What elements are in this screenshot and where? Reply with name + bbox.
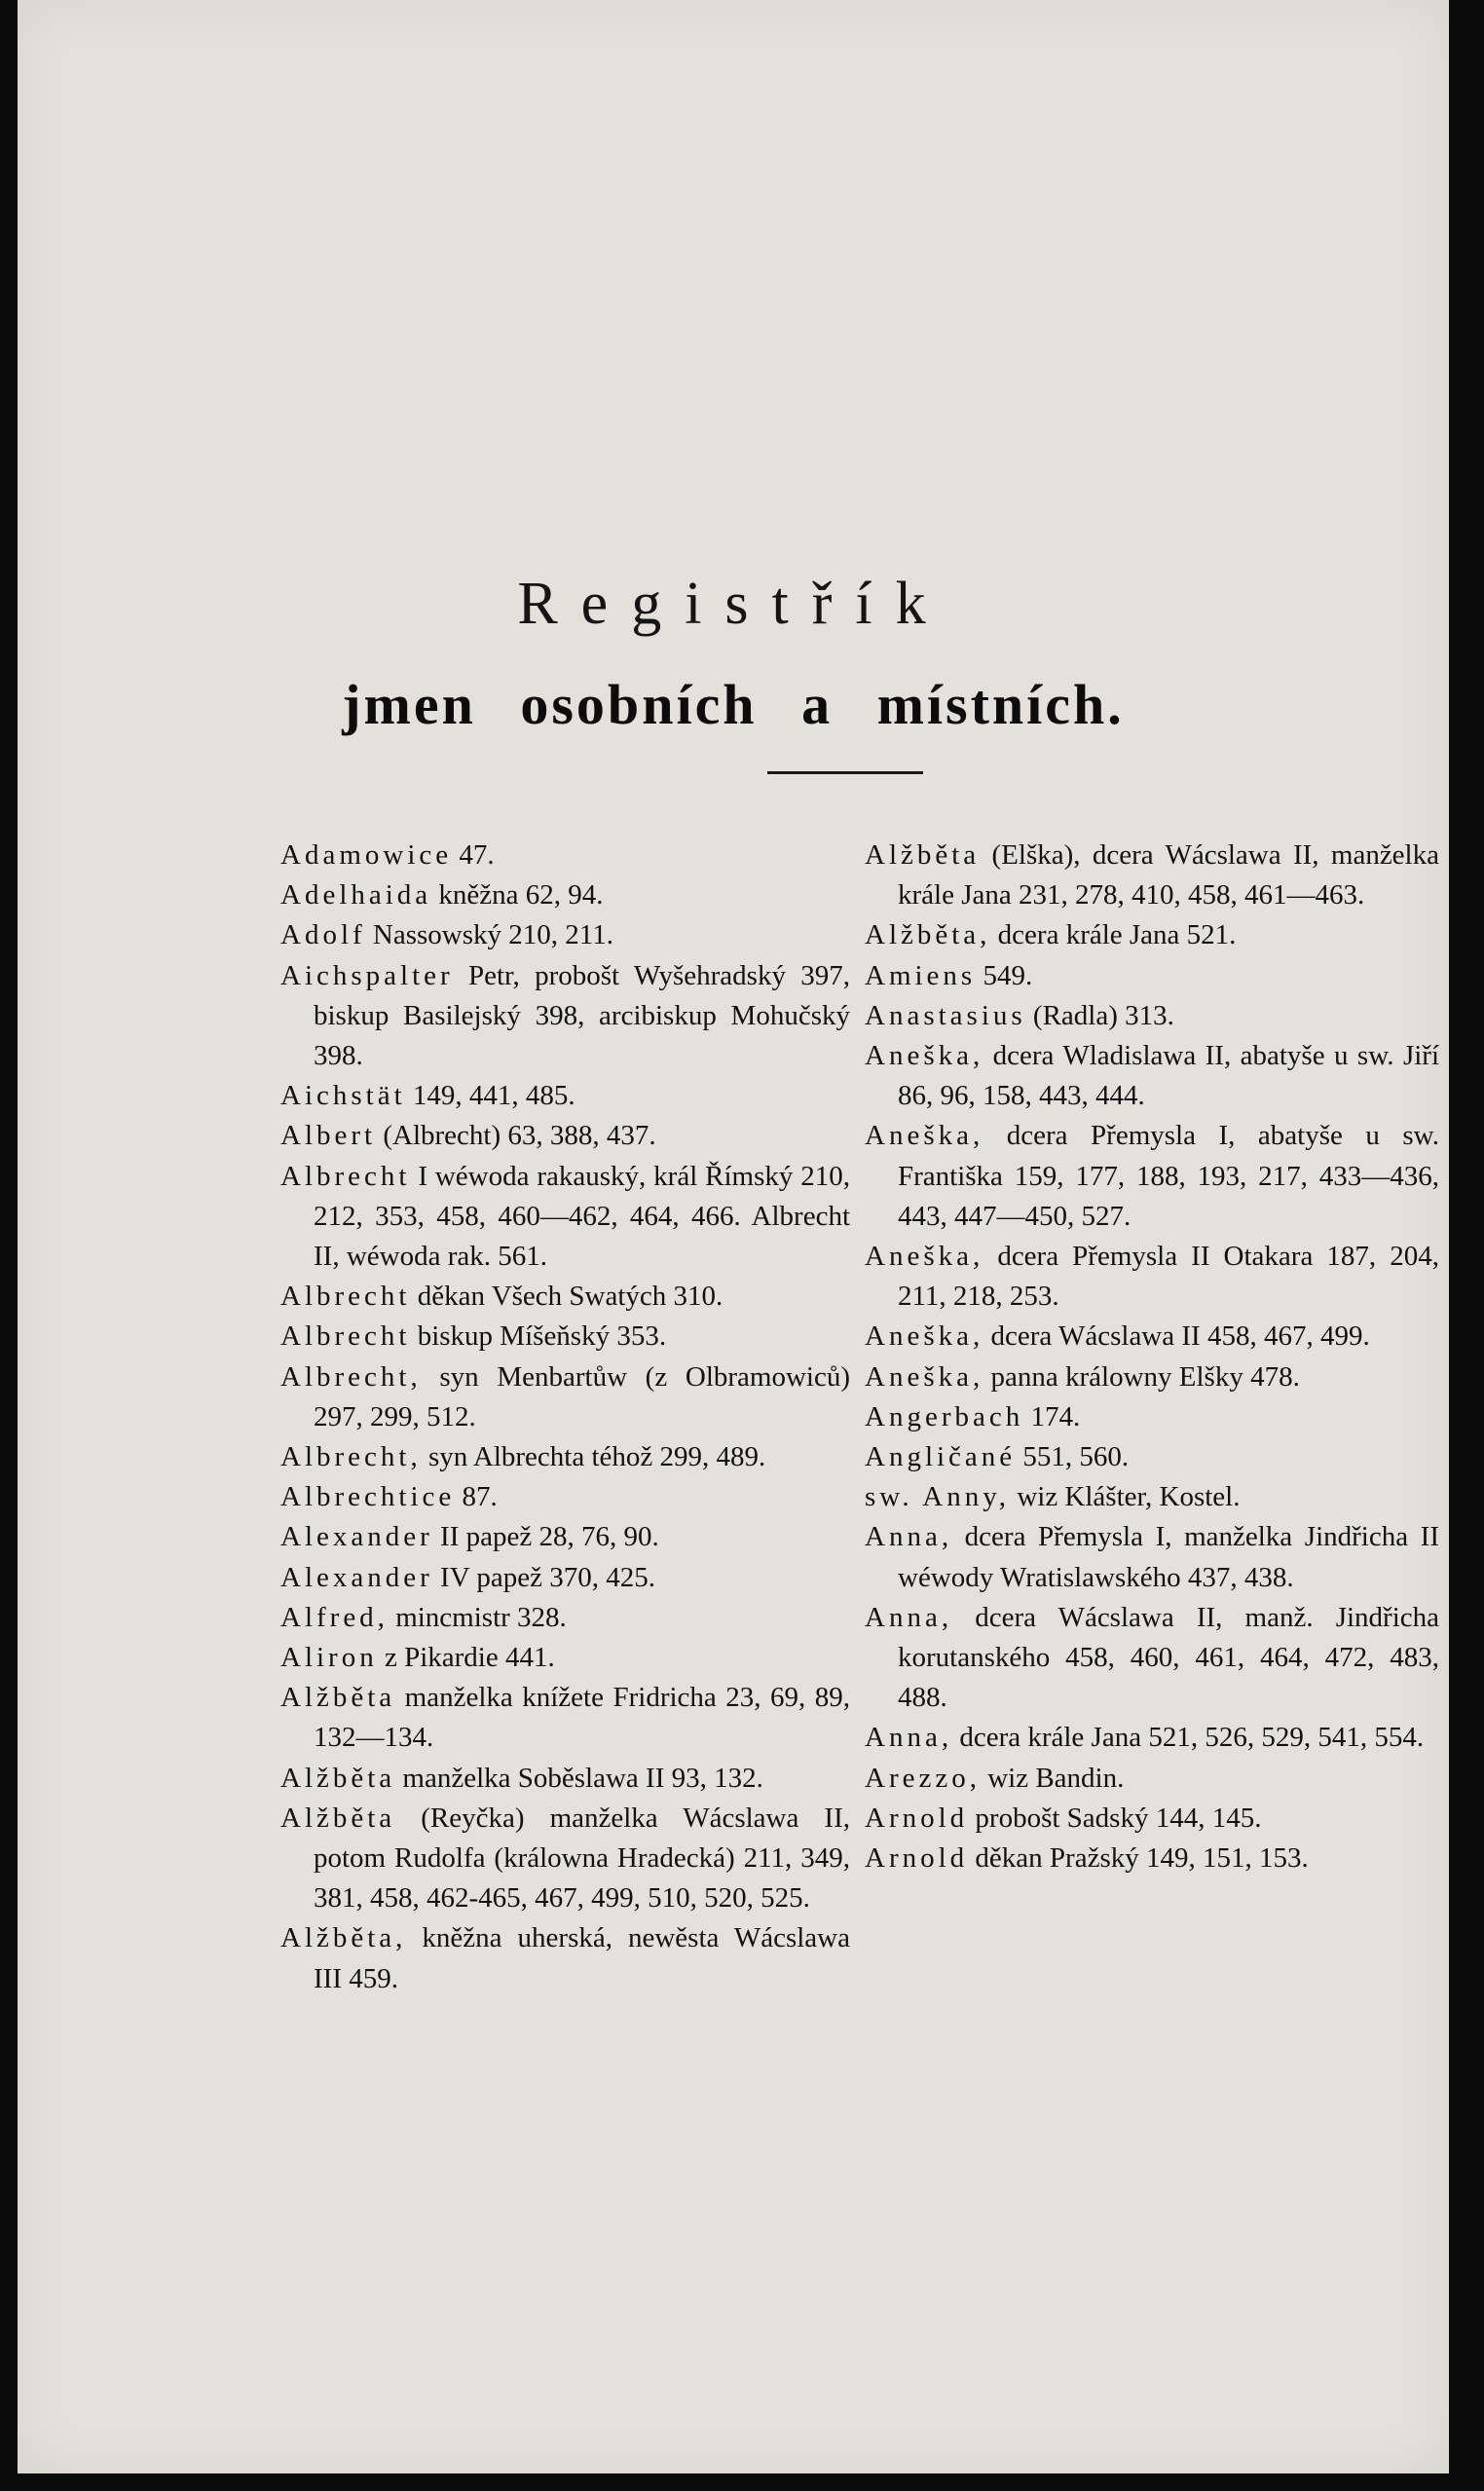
index-entry-headword: Alžběta [280,1682,396,1714]
index-entry-text: wiz Bandin. [980,1762,1125,1794]
index-entry-text: děkan Všech Swatých 310. [410,1281,723,1313]
index-entry-headword: Alžběta [280,1762,396,1794]
index-entry-headword: Aichspalter [280,959,454,991]
index-entry-text: dcera Přemysla I, manželka Jindřicha II wéwody Wratislawského 437, 438. [898,1521,1439,1593]
index-entry [280,1918,850,1998]
index-entry [865,956,1439,996]
index-entry-headword: Arnold [865,1802,969,1834]
index-entry [865,915,1439,955]
index-entry-headword: Adolf [280,919,366,951]
index-entry-headword: Aneška, [865,1120,984,1152]
index-entry [280,1759,850,1799]
index-entry-text: manželka Soběslawa II 93, 132. [395,1762,763,1794]
index-entry [865,1317,1439,1357]
index-entry-text: (Albrecht) 63, 388, 437. [376,1120,656,1152]
index-entry-text: 149, 441, 485. [405,1080,575,1112]
index-entry-text: panna králowny Elšky 478. [983,1360,1300,1393]
index-entry-text: (Reyčka) manželka Wácslawa II, potom Rudolfa (králowna Hradecká) 211, 349, 381, 458, 462-465, 467, 499, 510, 520, 525. [314,1802,850,1915]
index-entry-text: syn Albrechta téhož 299, 489. [421,1441,766,1473]
index-entry [280,1076,850,1116]
index-entry-text: dcera krále Jana 521. [990,919,1237,951]
index-entry-headword: Alexander [280,1561,433,1593]
index-entry [280,1116,850,1156]
index-entry-text: dcera Wácslawa II, manž. Jindřicha korutanského 458, 460, 461, 464, 472, 483, 488. [898,1601,1439,1714]
index-entry-headword: Albrecht, [280,1441,422,1473]
index-entry-text: 47. [452,839,495,871]
index-entry-text: probošt Sadský 144, 145. [968,1802,1262,1834]
index-entry [280,1277,850,1317]
index-entry-text: 549. [976,959,1033,991]
index-entry-headword: Alžběta [865,839,981,871]
index-entry-headword: Aneška, [865,1320,984,1353]
index-entry-headword: Aliron [280,1642,378,1674]
index-entry [865,1116,1439,1237]
book-page [18,0,1449,2473]
index-entry-headword: Anna, [865,1601,953,1633]
index-entry [280,1638,850,1678]
index-entry [865,1759,1439,1799]
index-entry [280,1799,850,1919]
index-entry-headword: Albrechtice [280,1481,456,1513]
index-entry [280,1598,850,1638]
index-entry-text: kněžna uherská, newěsta Wácslawa III 459. [314,1922,850,1994]
index-entry-headword: Adelhaida [280,879,432,911]
index-entry-headword: Aneška, [865,1040,984,1072]
index-entry-headword: Aneška, [865,1241,984,1273]
index-entry-text: IV papež 370, 425. [432,1561,655,1593]
index-entry [865,1237,1439,1317]
index-entry-headword: Alžběta, [280,1922,407,1954]
index-entry [280,1317,850,1357]
index-entry [865,1598,1439,1719]
index-entry-headword: Angličané [865,1441,1017,1473]
index-entry-text: 87. [455,1481,498,1513]
index-entry [865,1718,1439,1758]
index-entry [865,836,1439,915]
index-entry-headword: Alfred, [280,1601,389,1633]
index-entry-text: dcera Přemysla II Otakara 187, 204, 211, 218, 253. [898,1241,1439,1313]
index-entry-text: dcera Wladislawa II, abatyše u sw. Jiří 86, 96, 158, 443, 444. [898,1040,1439,1112]
index-entry [280,1678,850,1758]
index-entry-text: (Radla) 313. [1025,999,1174,1031]
index-entry [280,1357,850,1437]
index-entry-text: dcera Přemysla I, abatyše u sw. Františka 159, 177, 188, 193, 217, 433—436, 443, 447—450, 527. [898,1120,1439,1232]
index-entry [280,1437,850,1477]
index-entry-text: biskup Míšeňský 353. [410,1320,667,1353]
index-entry-headword: Amiens [865,959,977,991]
index-entry-text: mincmistr 328. [388,1601,567,1633]
index-entry [865,1437,1439,1477]
index-entry [280,875,850,915]
index-entry-headword: Arnold [865,1842,969,1875]
index-entry [865,1036,1439,1116]
index-entry [280,1157,850,1278]
index-entry-headword: Albrecht, [280,1360,422,1393]
index-entry [865,1839,1439,1878]
index-entry-text: dcera Wácslawa II 458, 467, 499. [983,1320,1370,1353]
index-entry-text: kněžna 62, 94. [431,879,604,911]
index-entry-text: z Pikardie 441. [377,1642,555,1674]
index-entry [865,996,1439,1036]
page-title: Registřík [517,571,949,637]
index-entry [865,1799,1439,1839]
index-column-left [280,836,850,1999]
index-entry-text: I wéwoda rakauský, král Římský 210, 212, 353, 458, 460—462, 464, 466. Albrecht II, wéwoda rak. 561. [314,1160,850,1273]
index-entry-headword: Angerbach [865,1400,1024,1432]
index-entry-headword: Arezzo, [865,1762,981,1794]
index-entry-text: děkan Pražský 149, 151, 153. [968,1842,1309,1875]
index-entry-text: syn Menbartůw (z Olbramowiců) 297, 299, 512. [314,1360,850,1432]
index-entry-text: 174. [1023,1400,1081,1432]
index-entry-headword: Adamowice [280,839,453,871]
index-entry-headword: Anna, [865,1521,953,1553]
index-entry-headword: sw. Anny, [865,1481,1011,1513]
index-entry-text: II papež 28, 76, 90. [432,1521,659,1553]
index-entry-headword: Alžběta [280,1802,396,1834]
index-entry-text: wiz Klášter, Kostel. [1010,1481,1241,1513]
index-entry-headword: Alexander [280,1521,433,1553]
index-entry-text: Petr, probošt Wyšehradský 397, biskup Basilejský 398, arcibiskup Mohučský 398. [314,959,850,1072]
index-entry [865,1397,1439,1437]
index-entry [865,1357,1439,1397]
index-entry [865,1517,1439,1597]
index-entry-headword: Albrecht [280,1160,411,1192]
index-entry [280,1477,850,1517]
index-entry [280,1558,850,1598]
title-divider [767,771,923,774]
index-entry-headword: Albrecht [280,1281,411,1313]
index-entry-headword: Aichstät [280,1080,406,1112]
index-entry-text: dcera krále Jana 521, 526, 529, 541, 554. [952,1722,1425,1754]
index-entry-headword: Anna, [865,1722,953,1754]
index-entry-text: Nassowský 210, 211. [365,919,613,951]
index-entry-headword: Albrecht [280,1320,411,1353]
index-entry-headword: Alžběta, [865,919,991,951]
index-entry [865,1477,1439,1517]
index-entry [280,956,850,1077]
index-entry-headword: Albert [280,1120,377,1152]
index-column-right [865,836,1439,1878]
index-entry [280,915,850,955]
index-entry-headword: Aneška, [865,1360,984,1393]
index-entry-text: manželka knížete Fridricha 23, 69, 89, 132—134. [314,1682,850,1754]
index-entry [280,836,850,875]
index-entry [280,1517,850,1557]
index-entry-text: (Elška), dcera Wácslawa II, manželka krále Jana 231, 278, 410, 458, 461—463. [898,839,1439,911]
index-entry-headword: Anastasius [865,999,1026,1031]
page-subtitle: jmen osobních a místních. [342,673,1125,736]
index-entry-text: 551, 560. [1016,1441,1130,1473]
